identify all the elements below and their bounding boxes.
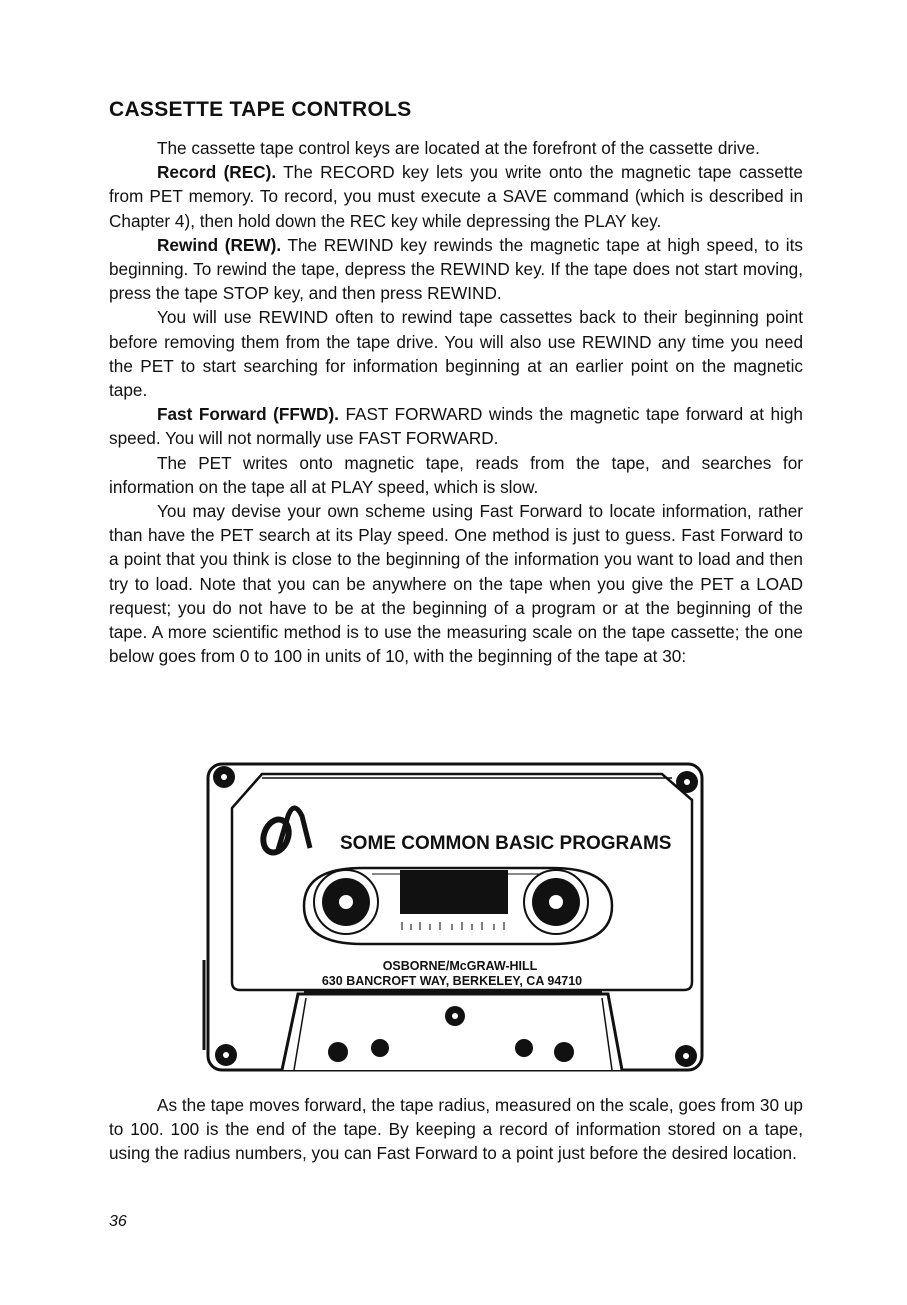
cassette-drawing bbox=[202, 760, 708, 1080]
tape-window bbox=[400, 870, 508, 914]
screw-icon bbox=[215, 1044, 237, 1066]
publisher-name: OSBORNE/McGRAW-HILL bbox=[382, 959, 538, 973]
right-reel-icon bbox=[524, 870, 588, 934]
fast-forward-text: FAST FORWARD winds the magnetic tape forward at high speed. You will not normally use FAST FORWARD. bbox=[109, 404, 803, 449]
paragraph-fast-forward bbox=[109, 402, 803, 450]
paragraph-intro: The cassette tape control keys are located at the forefront of the cassette drive. bbox=[157, 138, 760, 158]
paragraph-scheme: You may devise your own scheme using Fast Forward to locate information, rather than have the PET search at its Play speed. One method is just to guess. Fast Forward to a point that you think is close to the beginning of the information you want to load and then try to load. Note that you can be anywhere on the tape when you give the PET a LOAD request; you do not have to be at the beginning of a program or at the beginning of the tape. A more scientific method is to use the measuring scale on the tape cassette; the one below goes from 0 to 100 in units of 10, with the beginning of the tape at 30: bbox=[109, 501, 803, 667]
page-number: 36 bbox=[109, 1213, 127, 1230]
screw-icon bbox=[213, 766, 235, 788]
capstan-hole-icon bbox=[328, 1042, 348, 1062]
paragraph-rewind bbox=[109, 233, 803, 306]
record-text: The RECORD key lets you write onto the magnetic tape cassette from PET memory. To record, you must execute a SAVE command (which is described in Chapter 4), then hold down the REC key while depressing the PLAY key. bbox=[109, 162, 803, 231]
guide-hole-icon bbox=[371, 1039, 389, 1057]
paragraph-play-speed: The PET writes onto magnetic tape, reads from the tape, and searches for information on the tape all at PLAY speed, which is slow. bbox=[109, 452, 803, 497]
capstan-hole-icon bbox=[554, 1042, 574, 1062]
rewind-text: The REWIND key rewinds the magnetic tape at high speed, to its beginning. To rewind the tape, depress the REWIND key. If the tape does not start moving, press the tape STOP key, and then press REWIND. bbox=[109, 234, 803, 304]
paragraph-rewind-usage: You will use REWIND often to rewind tape cassettes back to their beginning point before removing them from the tape drive. You will also use REWIND any time you need the PET to start searching for information beginning at an earlier point on the magnetic tape. bbox=[109, 307, 803, 401]
rewind-label: Rewind (REW). bbox=[157, 234, 282, 255]
section-heading: CASSETTE TAPE CONTROLS bbox=[109, 98, 412, 121]
screw-icon bbox=[675, 1045, 697, 1067]
paragraph-tape-radius: As the tape moves forward, the tape radius, measured on the scale, goes from 30 up to 100. 100 is the end of the tape. By keeping a record of information stored on a tape, using the radius numbers, you can Fast Forward to a point just before the desired location. bbox=[109, 1095, 803, 1164]
label-title: SOME COMMON BASIC PROGRAMS bbox=[340, 833, 672, 854]
record-label: Record (REC). bbox=[157, 162, 277, 183]
center-hole-icon bbox=[445, 1006, 465, 1026]
cassette-illustration bbox=[202, 760, 708, 1080]
guide-hole-icon bbox=[515, 1039, 533, 1057]
fast-forward-label: Fast Forward (FFWD). bbox=[157, 404, 339, 425]
page-body-continued bbox=[109, 1093, 803, 1166]
publisher-address: 630 BANCROFT WAY, BERKELEY, CA 94710 bbox=[321, 974, 583, 988]
page-body bbox=[109, 96, 803, 668]
left-reel-icon bbox=[314, 870, 378, 934]
paragraph-record bbox=[109, 160, 803, 233]
